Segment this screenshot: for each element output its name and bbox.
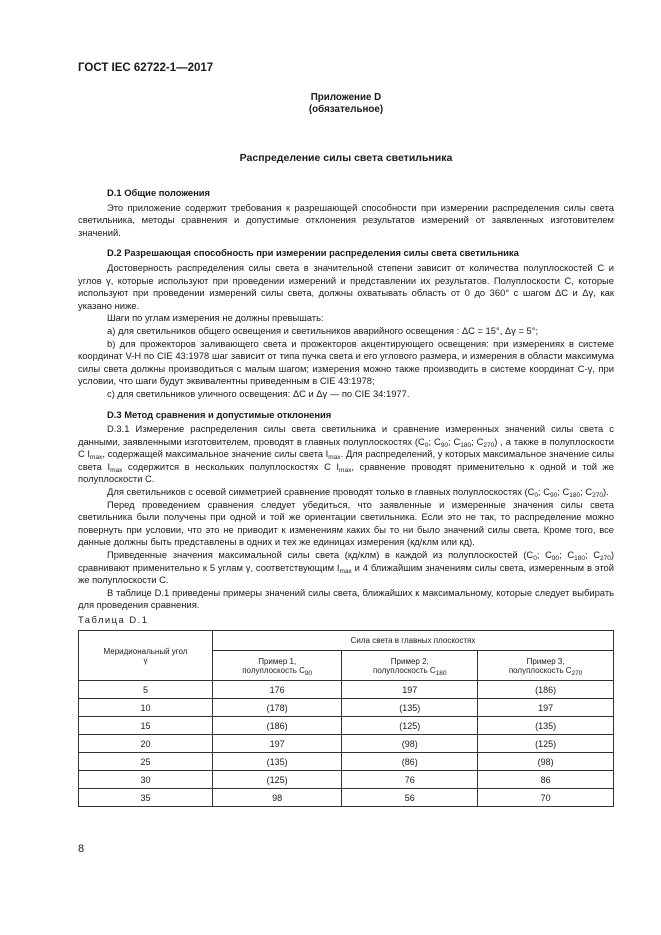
paragraph: Перед проведением сравнения следует убедиться, что заявленные и измеренные значения силы света светильника были получены при одной и той же ориентации светильника. Если это не так, то распределение можно повернуть при условии, что это не приводит к изменениям каких бы то ни было значений силы света. Кроме того, все данные должны быть представлены в одних и тех же единицах измерения (кд/клм или кд). — [78, 498, 614, 548]
table-row: 30 (125) 76 86 — [79, 771, 614, 789]
col-example-2: Пример 2, полуплоскость $C_{180}$ — [342, 651, 478, 681]
table-row: 10 (178) (135) 197 — [79, 699, 614, 717]
paragraph: Шаги по углам измерения не должны превышать: — [107, 312, 324, 324]
heading-d3: D.3 Метод сравнения и допустимые отклонения — [107, 408, 332, 420]
heading-d2: D.2 Разрешающая способность при измерении распределения силы света светильника — [107, 247, 519, 259]
paragraph: Достоверность распределения силы света в значительной степени зависит от количества полуплоскостей C и углов γ, которые используют при проведении измерений и представлении их результатов. Полуплоскости C, которые используют при проведении измерений силы света, должны охватывать область от 0 до 360° с шагом ΔC и Δγ, как указано ниже. — [78, 261, 614, 311]
table-row: 20 197 (98) (125) — [79, 735, 614, 753]
col-example-3: Пример 3, полуплоскость $C_{270}$ — [478, 651, 614, 681]
table-row: 25 (135) (86) (98) — [79, 753, 614, 771]
paragraph-d31: D.3.1 Измерение распределения силы света светильника и сравнение измеренных значений силы света с данными, заявленными изготовителем, проводят в главных полуплоскостях ($C_0$; $C_{90}$; $C_{180}$; $C_{270}$) , а также в полуплоскости C $I_{max}$, содержащей максимальное значение силы света $I_{max}$. Для распределений, у которых максимальное значение силы света $I_{max}$ содержится в нескольких полуплоскостях C $I_{max}$, сравнение проводят применительно к одной и той же полуплоскости C. — [78, 423, 615, 485]
col-group-header: Сила света в главных плоскостях — [213, 631, 614, 651]
body-text — [78, 183, 614, 612]
paragraph: Приведенные значения максимальной силы света (кд/клм) в каждой из полуплоскостей ($C_0$; $C_{90}$; $C_{180}$; $C_{270}$) сравнивают применительно к 5 углам γ, соответствующим $I_{max}$ и 4 ближайшим значениям силы света, измеренным в этой же полуплоскости C. — [78, 549, 615, 586]
list-item-c: c) для светильников уличного освещения: ΔC и Δγ — по CIE 34:1977. — [107, 387, 410, 399]
col-meridional-angle: Меридиональный угол γ — [79, 631, 213, 681]
appendix-status: (обязательное) — [308, 104, 384, 115]
intensity-table — [78, 630, 614, 807]
table-row: 5 176 197 (186) — [79, 681, 614, 699]
section-title: Распределение силы света светильника — [239, 152, 453, 164]
paragraph: В таблице D.1 приведены примеры значений силы света, ближайших к максимальному, которые следует выбирать для проведения сравнения. — [78, 586, 614, 611]
list-item-b: b) для прожекторов заливающего света и прожекторов акцентирующего освещения: при измерениях в системе координат V-H по CIE 43:1978 шаг зависит от типа пучка света и его углового размера, и измерения в области максимума силы света должны производиться с малым шагом; измерения можно также производить в системе координат C-γ, при условии, что шаги будут эквивалентны приведенным в CIE 43:1978; — [78, 337, 614, 387]
col-example-1: Пример 1, полуплоскость $C_{90}$ — [213, 651, 342, 681]
paragraph: Это приложение содержит требования к разрешающей способности при измерении распределения силы света светильника, методы сравнения и допустимые отклонения результатов измерений от заявленных изготовителем значений. — [78, 201, 614, 238]
page-number: 8 — [78, 843, 85, 855]
list-item-a: a) для светильников общего освещения и светильников аварийного освещения : ΔC = 15°, Δγ = 5°; — [107, 324, 539, 336]
table-caption: Таблица D.1 — [78, 614, 149, 625]
heading-d1: D.1 Общие положения — [107, 187, 210, 198]
table-row: 35 98 56 70 — [79, 789, 614, 807]
table-row: 15 (186) (125) (135) — [79, 717, 614, 735]
appendix-heading — [0, 92, 661, 116]
document-header: ГОСТ IEC 62722-1—2017 — [78, 62, 214, 74]
appendix-title: Приложение D — [310, 92, 382, 103]
paragraph: Для светильников с осевой симметрией сравнение проводят только в главных полуплоскостях ($C_0$; $C_{90}$; $C_{180}$; $C_{270}$). — [107, 486, 609, 500]
